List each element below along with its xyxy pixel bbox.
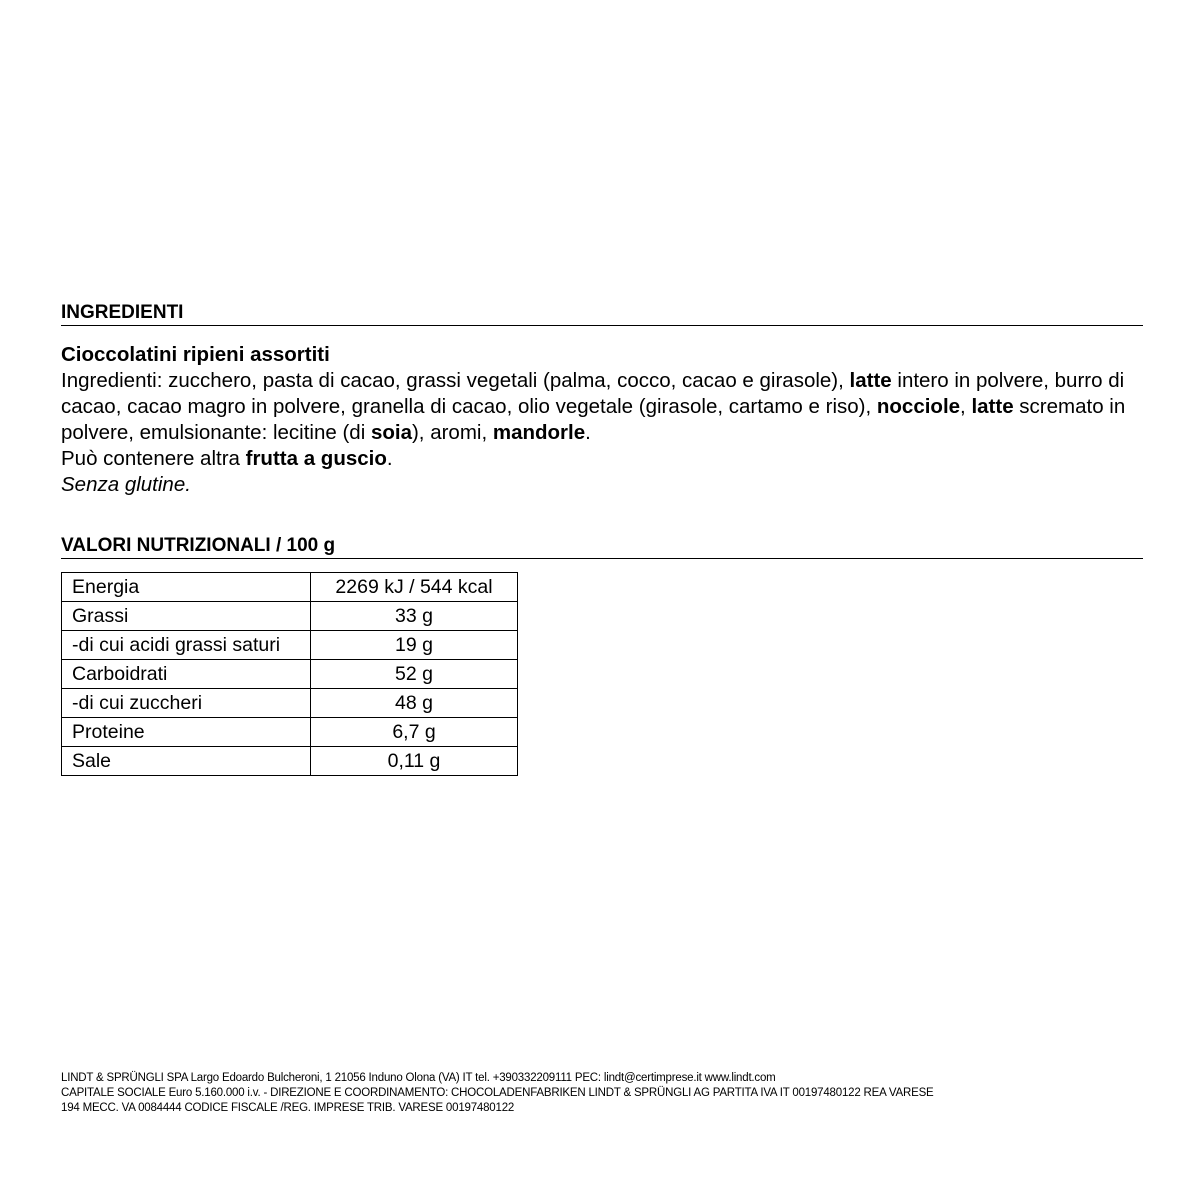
nutrient-name: Grassi (62, 602, 311, 631)
table-row (62, 689, 518, 718)
nutrient-value: 2269 kJ / 544 kcal (311, 573, 518, 602)
table-row (62, 573, 518, 602)
footer-line: 194 MECC. VA 0084444 CODICE FISCALE /REG. IMPRESE TRIB. VARESE 00197480122 (61, 1102, 515, 1114)
allergen-almonds: mandorle (492, 421, 586, 444)
allergen-soy: soia (370, 421, 412, 444)
nutrient-name: Carboidrati (62, 660, 311, 689)
nutrient-name: -di cui acidi grassi saturi (62, 631, 311, 660)
nutrient-value: 19 g (311, 631, 518, 660)
ingredients-list (61, 368, 1151, 446)
table-row (62, 718, 518, 747)
may-contain-note (61, 446, 1151, 472)
nutrient-name: Energia (62, 573, 311, 602)
may-contain-prefix: Può contenere altra (61, 447, 246, 470)
nutrient-name: -di cui zuccheri (62, 689, 311, 718)
allergen-hazelnuts: nocciole (876, 395, 961, 418)
footer-line: CAPITALE SOCIALE Euro 5.160.000 i.v. - DIREZIONE E COORDINAMENTO: CHOCOLADENFABRIKEN LINDT & SPRÜNGLI AG PARTITA IVA IT 00197480122 REA VARESE (61, 1087, 934, 1099)
ingredients-segment: intero in polvere, burro di cacao, cacao magro in polvere, granella di cacao, olio vegetale (girasole, cartamo e riso), (61, 369, 1125, 418)
allergen-milk: latte (971, 395, 1014, 418)
nutrient-name: Sale (62, 747, 311, 776)
ingredients-block (61, 342, 1151, 498)
nutrient-name: Proteine (62, 718, 311, 747)
gluten-free-note: Senza glutine. (61, 473, 191, 496)
ingredients-segment: scremato in polvere, emulsionante: lecitine (di (61, 395, 1126, 444)
ingredients-segment: , (960, 395, 972, 418)
nutrient-value: 48 g (311, 689, 518, 718)
footer-line: LINDT & SPRÜNGLI SPA Largo Edoardo Bulcheroni, 1 21056 Induno Olona (VA) IT tel. +390332209111 PEC: lindt@certimprese.it www.lindt.com (61, 1072, 776, 1084)
ingredients-segment: . (585, 421, 591, 444)
ingredients-segment: ), aromi, (411, 421, 493, 444)
nutrition-heading: VALORI NUTRIZIONALI / 100 g (61, 535, 1143, 559)
table-row (62, 660, 518, 689)
nutrient-value: 33 g (311, 602, 518, 631)
table-row (62, 747, 518, 776)
table-row (62, 631, 518, 660)
company-footer (61, 1071, 1161, 1116)
nutrient-value: 52 g (311, 660, 518, 689)
ingredients-heading: INGREDIENTI (61, 302, 1143, 326)
nutrition-table (61, 572, 518, 776)
nutrient-value: 0,11 g (311, 747, 518, 776)
allergen-milk: latte (849, 369, 892, 392)
ingredients-segment: Ingredienti: zucchero, pasta di cacao, grassi vegetali (palma, cocco, cacao e girasole), (61, 369, 850, 392)
table-row (62, 602, 518, 631)
nutrient-value: 6,7 g (311, 718, 518, 747)
may-contain-suffix: . (386, 447, 393, 470)
product-name: Cioccolatini ripieni assortiti (61, 343, 330, 366)
allergen-nuts: frutta a guscio (245, 447, 387, 470)
